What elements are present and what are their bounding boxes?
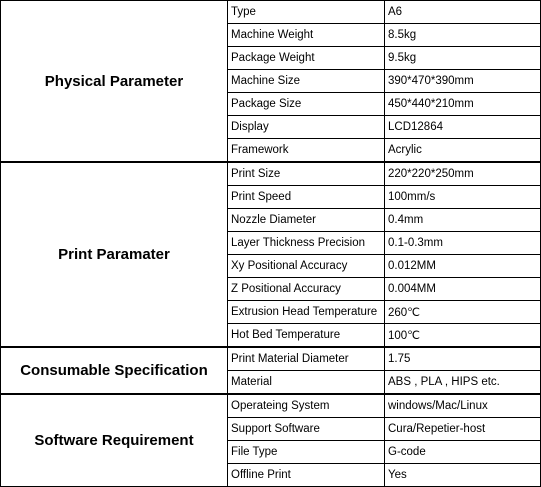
spec-value: 450*440*210mm <box>385 93 541 116</box>
spec-value: Acrylic <box>385 139 541 163</box>
spec-label: Package Size <box>228 93 385 116</box>
spec-label: Hot Bed Temperature <box>228 324 385 348</box>
spec-label: Print Size <box>228 162 385 186</box>
spec-value: 1.75 <box>385 347 541 371</box>
spec-value: 260℃ <box>385 301 541 324</box>
spec-value: 8.5kg <box>385 24 541 47</box>
spec-value: 220*220*250mm <box>385 162 541 186</box>
spec-value: 0.4mm <box>385 209 541 232</box>
group-title-consumable-specification: Consumable Specification <box>1 347 228 394</box>
spec-label: Print Material Diameter <box>228 347 385 371</box>
spec-label: Package Weight <box>228 47 385 70</box>
spec-label: File Type <box>228 441 385 464</box>
spec-value: G-code <box>385 441 541 464</box>
spec-label: Type <box>228 1 385 24</box>
group-title-print-paramater: Print Paramater <box>1 162 228 347</box>
spec-value: A6 <box>385 1 541 24</box>
spec-label: Support Software <box>228 418 385 441</box>
spec-table-body <box>1 1 541 487</box>
spec-label: Z Positional Accuracy <box>228 278 385 301</box>
group-title-physical-parameter: Physical Parameter <box>1 1 228 163</box>
spec-label: Material <box>228 371 385 395</box>
spec-label: Print Speed <box>228 186 385 209</box>
spec-value: 100℃ <box>385 324 541 348</box>
spec-label: Operateing System <box>228 394 385 418</box>
spec-row <box>1 394 541 418</box>
spec-row <box>1 162 541 186</box>
spec-label: Layer Thickness Precision <box>228 232 385 255</box>
spec-value: 0.1-0.3mm <box>385 232 541 255</box>
spec-value: 390*470*390mm <box>385 70 541 93</box>
spec-row <box>1 1 541 24</box>
spec-label: Machine Weight <box>228 24 385 47</box>
spec-value: Yes <box>385 464 541 487</box>
spec-row <box>1 347 541 371</box>
spec-label: Xy Positional Accuracy <box>228 255 385 278</box>
spec-label: Nozzle Diameter <box>228 209 385 232</box>
spec-value: LCD12864 <box>385 116 541 139</box>
spec-value: 0.004MM <box>385 278 541 301</box>
spec-label: Machine Size <box>228 70 385 93</box>
spec-value: Cura/Repetier-host <box>385 418 541 441</box>
group-title-software-requirement: Software Requirement <box>1 394 228 487</box>
spec-label: Extrusion Head Temperature <box>228 301 385 324</box>
spec-label: Framework <box>228 139 385 163</box>
spec-label: Display <box>228 116 385 139</box>
spec-value: 100mm/s <box>385 186 541 209</box>
spec-value: 0.012MM <box>385 255 541 278</box>
spec-value: windows/Mac/Linux <box>385 394 541 418</box>
spec-label: Offline Print <box>228 464 385 487</box>
spec-value: ABS , PLA , HIPS etc. <box>385 371 541 395</box>
spec-value: 9.5kg <box>385 47 541 70</box>
